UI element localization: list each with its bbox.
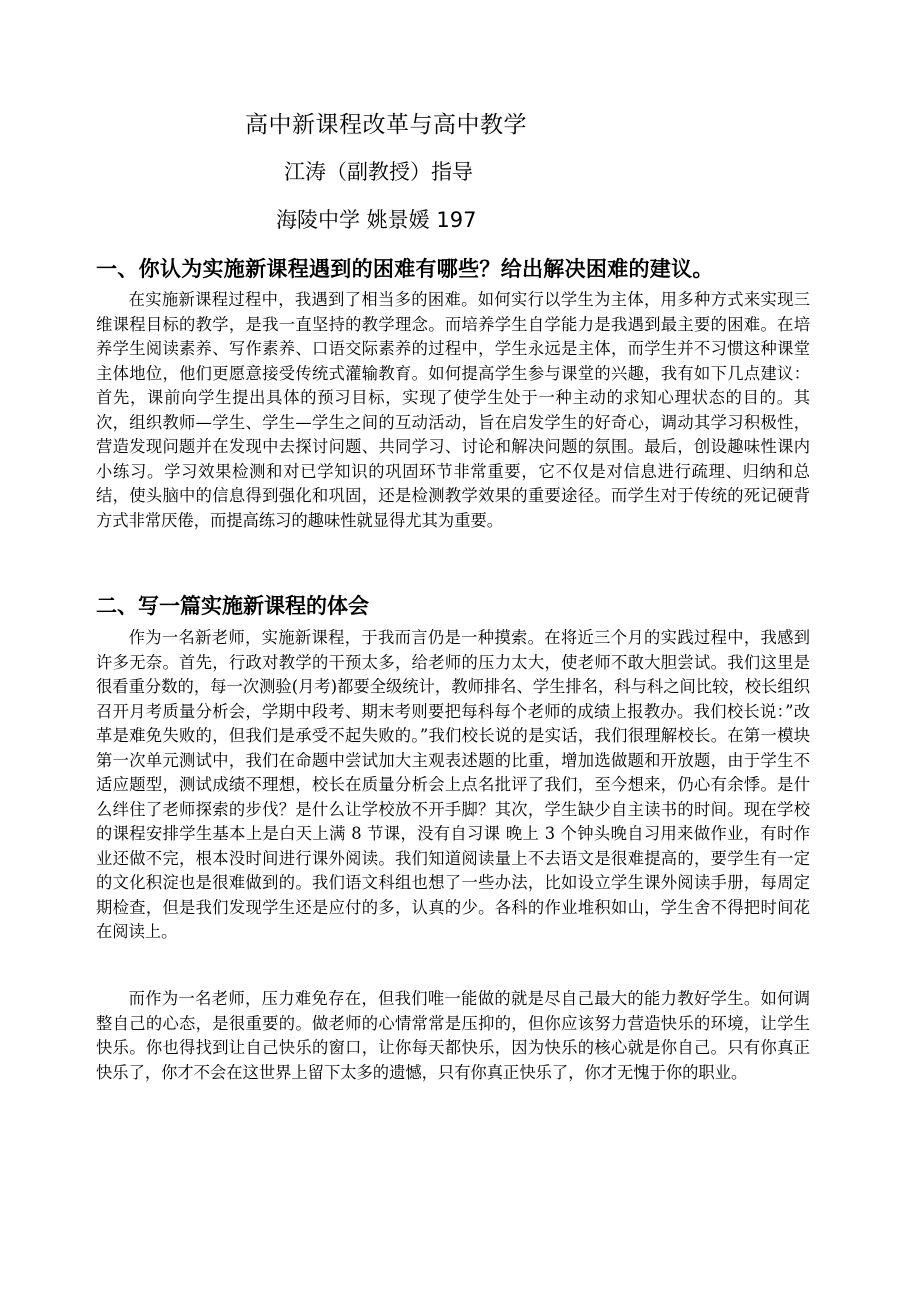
advisor-line: 江涛（副教授）指导 xyxy=(284,160,473,184)
author-line: 海陵中学 姚景媛 197 xyxy=(276,208,477,232)
section-1-paragraph-1: 在实施新课程过程中，我遇到了相当多的困难。如何实行以学生为主体，用多种方式来实现三维课程目标的教学，是我一直坚持的教学理念。而培养学生自学能力是我遇到最主要的困难。在培养学生阅读素养、写作素养、口语交际素养的过程中，学生永远是主体，而学生并不习惯这种课堂主体地位，他们更愿意接受传统式灌输教育。如何提高学生参与课堂的兴趣，我有如下几点建议：首先，课前向学生提出具体的预习目标，实现了使学生处于一种主动的求知心理状态的目的。其次，组织教师—学生、学生—学生之间的互动活动，旨在启发学生的好奇心，调动其学习积极性，营造发现问题并在发现中去探讨问题、共同学习、讨论和解决问题的氛围。最后，创设趣味性课内小练习。学习效果检测和对已学知识的巩固环节非常重要，它不仅是对信息进行疏理、归纳和总结，使头脑中的信息得到强化和巩固，还是检测教学效果的重要途径。而学生对于传统的死记硬背方式非常厌倦，而提高练习的趣味性就显得尤其为重要。 xyxy=(96,290,810,530)
section-heading-1: 一、你认为实施新课程遇到的困难有哪些？给出解决困难的建议。 xyxy=(96,257,714,281)
section-2-paragraph-2: 而作为一名老师，压力难免存在，但我们唯一能做的就是尽自己最大的能力教好学生。如何调整自己的心态，是很重要的。做老师的心情常常是压抑的，但你应该努力营造快乐的环境，让学生快乐。你也得找到让自己快乐的窗口，让你每天都快乐，因为快乐的核心就是你自己。只有你真正快乐了，你才不会在这世界上留下太多的遗憾，只有你真正快乐了，你才无愧于你的职业。 xyxy=(96,989,810,1082)
section-heading-2: 二、写一篇实施新课程的体会 xyxy=(96,594,369,618)
section-2-paragraph-1: 作为一名新老师，实施新课程，于我而言仍是一种摸索。在将近三个月的实践过程中，我感到许多无奈。首先，行政对教学的干预太多，给老师的压力太大，使老师不敢大胆尝试。我们这里是很看重分数的，每一次测验(月考)都要全级统计，教师排名、学生排名，科与科之间比较，校长组织召开月考质量分析会，学期中段考、期末考则要把每科每个老师的成绩上报教办。我们校长说：”改革是难免失败的，但我们是承受不起失败的。”我们校长说的是实话，我们很理解校长。在第一模块第一次单元测试中，我们在命题中尝试加大主观表述题的比重，增加选做题和开放题，由于学生不适应题型，测试成绩不理想，校长在质量分析会上点名批评了我们，至今想来，仍心有余悸。是什么绊住了老师探索的步伐？是什么让学校放不开手脚？其次，学生缺少自主读书的时间。现在学校的课程安排学生基本上是白天上满 8 节课，没有自习课 晚上 3 个钟头晚自习用来做作业，有时作业还做不完，根本没时间进行课外阅读。我们知道阅读量上不去语文是很难提高的，要学生有一定的文化积淀也是很难做到的。我们语文科组也想了一些办法，比如设立学生课外阅读手册，每周定期检查，但是我们发现学生还是应付的多，认真的少。各科的作业堆积如山，学生舍不得把时间花在阅读上。 xyxy=(96,628,810,941)
document-title: 高中新课程改革与高中教学 xyxy=(245,112,527,138)
